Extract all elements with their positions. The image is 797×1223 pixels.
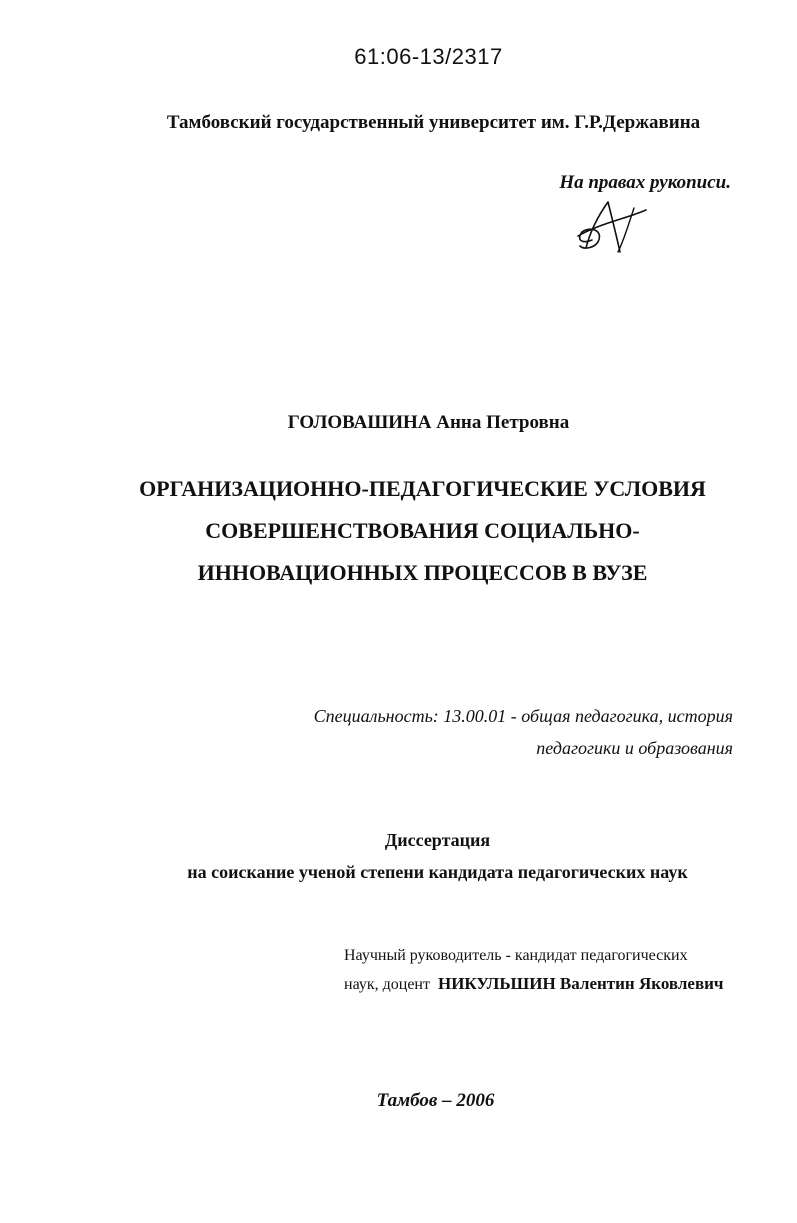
supervisor-line xyxy=(344,970,724,999)
document-code: 61:06-13/2317 xyxy=(354,44,503,69)
degree-statement xyxy=(0,824,797,888)
supervisor-title: наук, доцент xyxy=(344,976,430,993)
rights-note: На правах рукописи. xyxy=(559,172,731,193)
author-name xyxy=(0,412,797,434)
city-year: Тамбов – 2006 xyxy=(376,1090,495,1111)
supervisor xyxy=(344,942,724,999)
supervisor-line: Научный руководитель - кандидат педагогических xyxy=(344,947,688,964)
specialty-line: Специальность: 13.00.01 - общая педагогика, история xyxy=(313,706,733,726)
dissertation-title xyxy=(0,468,797,594)
degree-line: Диссертация xyxy=(384,830,491,850)
title-line: СОВЕРШЕНСТВОВАНИЯ СОЦИАЛЬНО- xyxy=(205,518,640,543)
author-surname: ГОЛОВАШИНА xyxy=(287,412,432,433)
supervisor-name: НИКУЛЬШИН Валентин Яковлевич xyxy=(437,974,724,993)
signature-mark xyxy=(568,196,652,258)
author-given-names: Анна Петровна xyxy=(436,412,570,433)
title-line: ИННОВАЦИОННЫХ ПРОЦЕССОВ В ВУЗЕ xyxy=(197,560,648,585)
title-line: ОРГАНИЗАЦИОННО-ПЕДАГОГИЧЕСКИЕ УСЛОВИЯ xyxy=(139,476,706,501)
university-name: Тамбовский государственный университет им. Г.Р.Державина xyxy=(166,112,701,133)
degree-line: на соискание ученой степени кандидата педагогических наук xyxy=(187,862,688,882)
specialty-line: педагогики и образования xyxy=(536,738,733,758)
specialty xyxy=(314,700,733,764)
